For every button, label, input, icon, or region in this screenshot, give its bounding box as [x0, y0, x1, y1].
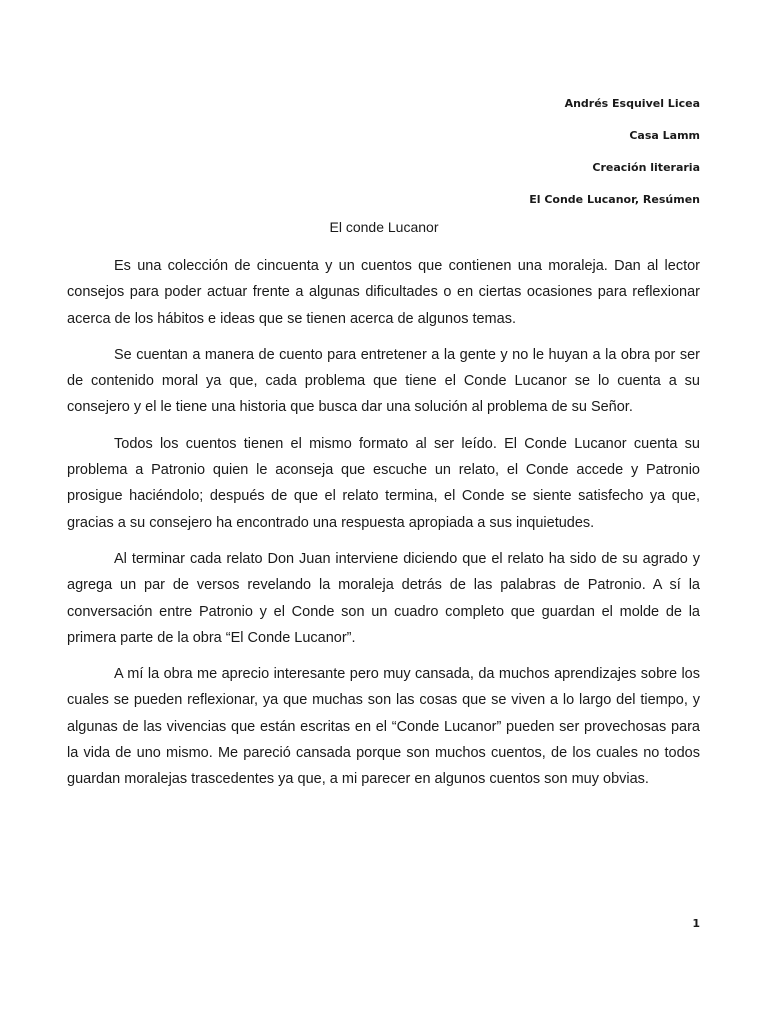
institution-name: Casa Lamm	[629, 129, 700, 142]
document-title: El conde Lucanor	[329, 219, 439, 235]
document-body	[67, 253, 700, 803]
paragraph: Es una colección de cincuenta y un cuentos que contienen una moraleja. Dan al lector consejos para poder actuar frente a algunas dificultades o en ciertas ocasiones para reflexionar acerca de los hábitos e ideas que se tienen acerca de algunos temas.	[67, 258, 700, 327]
document-header	[529, 88, 700, 216]
paragraph: Al terminar cada relato Don Juan interviene diciendo que el relato ha sido de su agrado y agrega un par de versos revelando la moraleja detrás de las palabras de Patronio. A sí la conversación entre Patronio y el Conde son un cuadro completo que guardan el molde de la primera parte de la obra “El Conde Lucanor”.	[67, 550, 700, 646]
assignment-name: El Conde Lucanor, Resúmen	[529, 193, 700, 206]
author-name: Andrés Esquivel Licea	[564, 97, 700, 110]
paragraph: Se cuentan a manera de cuento para entretener a la gente y no le huyan a la obra por ser de contenido moral ya que, cada problema que tiene el Conde Lucanor se lo cuenta a su consejero y el le tiene una historia que busca dar una solución al problema de su Señor.	[67, 346, 700, 416]
page-number: 1	[692, 917, 700, 930]
paragraph: Todos los cuentos tienen el mismo formato al ser leído. El Conde Lucanor cuenta su problema a Patronio quien le aconseja que escuche un relato, el Conde accede y Patronio prosigue haciéndolo; después de que el relato termina, el Conde se siente satisfecho ya que, gracias a su consejero ha encontrado una respuesta apropiada a sus inquietudes.	[67, 435, 700, 531]
course-name: Creación literaria	[592, 161, 700, 174]
paragraph: A mí la obra me aprecio interesante pero muy cansada, da muchos aprendizajes sobre los cuales se pueden reflexionar, ya que muchas son las cosas que se viven a lo largo del tiempo, y algunas de las vivencias que están escritas en el “Conde Lucanor” pueden ser provechosas para la vida de uno mismo. Me pareció cansada porque son muchos cuentos, de los cuales no todos guardan moralejas trascedentes ya que, a mi parecer en algunos cuentos son muy obvias.	[67, 666, 700, 788]
